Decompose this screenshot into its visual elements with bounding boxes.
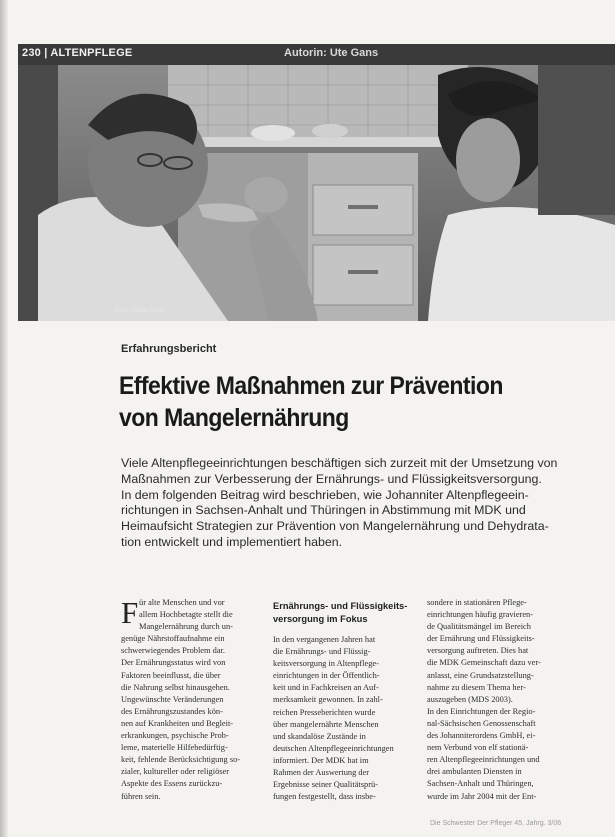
body-line: der Ernährung und Flüssigkeits- [427,634,535,644]
body-line: Mangelernährung durch un- [139,622,233,632]
body-line: fungen festgestellt, dass insbe- [273,792,376,802]
body-line: merksamkeit gewonnen. In zahl- [273,695,383,705]
photo-illustration [18,65,615,321]
body-line: zialer, kultureller oder religiöser [121,767,230,777]
body-line: In den Einrichtungen der Regio- [427,706,536,716]
article-lead [121,456,591,551]
author-label: Autorin: Ute Gans [284,47,379,59]
lead-line: tion entwickelt und implementiert haben. [121,534,343,549]
body-line: de Qualitätsmängel im Bereich [427,622,531,632]
body-line: einrichtungen in der Öffentlich- [273,671,380,681]
body-line: Faktoren beeinflusst, die über [121,670,221,680]
page-binding-edge [0,0,8,837]
body-line: anlasst, eine Grundsatzstellung- [427,670,534,680]
body-line: keit und in Fachkreisen an Auf- [273,683,379,693]
body-column-2 [273,634,413,803]
body-line: sondere in stationären Pflege- [427,598,527,607]
body-line: allem Hochbetagte stellt die [139,610,233,620]
subheading-line: Ernährungs- und Flüssigkeits- [273,601,408,611]
body-column-1 [121,597,261,803]
lead-line: Viele Altenpflegeeinrichtungen beschäftigen sich zurzeit mit der Umsetzung von [121,456,558,470]
body-line: deutschen Altenpflegeeinrichtungen [273,743,394,753]
page-footer: Die Schwester Der Pfleger 45. Jahrg. 3/06 [430,820,562,827]
body-line: Der Ernährungsstatus wird von [121,658,226,668]
column-subheading [273,600,413,625]
body-line: Ergebnisse seiner Qualitätsprü- [273,780,378,790]
body-line: nen auf Krankheiten und Begleit- [121,718,234,728]
section-label: 230 | ALTENPFLEGE [22,47,133,59]
body-line: In den vergangenen Jahren hat [273,635,376,644]
article-title [119,370,551,434]
body-line: einrichtungen häufig gravieren- [427,610,534,620]
body-line: die Nahrung selbst hinausgehen. [121,682,230,692]
body-line: Sachsen-Anhalt und Thüringen, [427,779,534,789]
photo-credit: Foto: Pflege heute [116,308,166,314]
title-line: von Mangelernährung [119,404,349,432]
section-header-bar [18,44,615,65]
body-line: keitsversorgung in Altenpflege- [273,659,379,669]
subheading-line: versorgung im Fokus [273,613,368,624]
body-line: erkrankungen, psychische Prob- [121,731,229,741]
article-photo [18,65,615,321]
body-line: nahme zu diesem Thema her- [427,682,526,692]
body-line: auszugeben (MDS 2003). [427,694,513,704]
body-line: Aspekte des Essens zurückzu- [121,779,223,789]
drop-cap: F [121,595,139,630]
body-column-3 [427,597,569,803]
lead-line: In dem folgenden Beitrag wird beschrieben, wie Johanniter Altenpflegeein- [121,487,529,502]
body-line: schwerwiegendes Problem dar. [121,646,225,656]
lead-line: Maßnahmen zur Verbesserung der Ernährungs- und Flüssigkeitsversorgung. [121,471,542,486]
body-line: keit, fehlende Berücksichtigung so- [121,755,241,765]
body-line: nem Verbund von elf stationä- [427,743,529,753]
title-line: Effektive Maßnahmen zur Prävention [119,372,503,400]
body-line: leme, materielle Hilfebedürftig- [121,743,228,753]
body-line: die MDK Gemeinschaft dazu ver- [427,658,541,668]
body-line: über mangelernährte Menschen [273,719,379,729]
body-line: versorgung auftreten. Dies hat [427,646,529,656]
body-line: führen sein. [121,791,161,801]
body-line: ür alte Menschen und vor [139,598,225,607]
body-line: nal-Sächsischen Genossenschaft [427,718,536,728]
body-line: Rahmen der Auswertung der [273,768,370,778]
body-line: und skandalöse Zustände in [273,731,366,741]
lead-line: Heimaufsicht Strategien zur Prävention von Mangelernährung und Dehydrata- [121,519,549,534]
body-line: genüge Nährstoffaufnahme ein [121,634,225,644]
body-line: des Johanniterordens GmbH, ei- [427,731,536,741]
body-line: des Ernährungszustandes kön- [121,706,223,716]
body-line: die Ernährungs- und Flüssig- [273,647,371,657]
article-kicker: Erfahrungsbericht [121,343,217,355]
body-line: reichen Presseberichten wurde [273,707,376,717]
body-line: Ungewünschte Veränderungen [121,694,224,704]
body-line: informiert. Der MDK hat im [273,755,369,765]
body-line: wurde im Jahr 2004 mit der Ent- [427,791,537,801]
body-line: ren Altenpflegeeinrichtungen und [427,755,540,765]
body-line: drei ambulanten Diensten in [427,767,522,777]
lead-line: richtungen in Sachsen-Anhalt und Thüringen in Abstimmung mit MDK und [121,503,526,518]
